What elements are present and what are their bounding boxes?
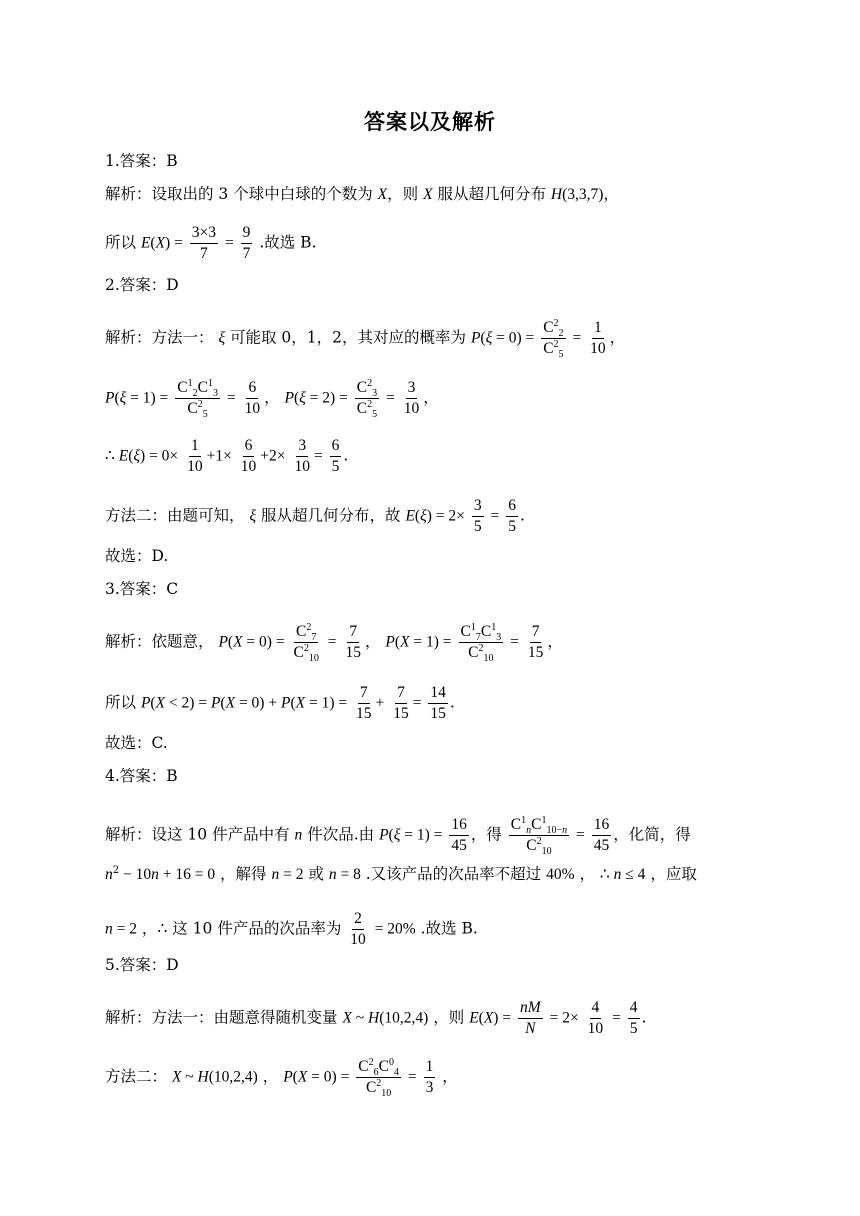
solution-4-line-2: $n^2 - 10n + 16 = 0$ ，解得 n = 2 或 n = 8 .又该产品的次品率不超过 40% ， ∴ n ≤ 4 ，应取 <box>105 864 697 883</box>
solution-2-conclusion: 故选：D. <box>105 547 169 565</box>
answer-4: 4.答案：B <box>105 767 178 785</box>
solution-2-method-2: 方法二：由题可知， ξ 服从超几何分布，故 E(ξ) = 2× $\frac{3}{5}$ = $\frac{6}{5}$ . <box>105 497 525 535</box>
solution-5-line-1: 解析：方法一：由题意得随机变量 X ~ H(10,2,4) ，则 E(X) = $\frac{nM}{N}$ = 2× $\frac{4}{10}$ = $\frac{4}{5}$ . <box>105 999 647 1037</box>
answer-5: 5.答案：D <box>105 956 179 974</box>
solution-2-line-3: ∴ E(ξ) = 0× $\frac{1}{10}$ +1× $\frac{6}{10}$ +2× $\frac{3}{10}$ = $\frac{6}{5}$ . <box>105 437 349 475</box>
solution-5-line-2: 方法二： X ~ H(10,2,4) ， P(X = 0) = $\frac{C^2_6C^0_4}{C^2_{10}}$ = $\frac{1}{3}$ ， <box>105 1056 458 1100</box>
solution-4-line-1: 解析：设这 10 件产品中有 n 件次品.由 P(ξ = 1) = $\frac{16}{45}$ ，得 $\frac{C^1_nC^1_{10-n}}{C^2_{10}}$ = $\frac{16}{45}$ ，化简，得 <box>105 814 691 858</box>
solution-3-line-1: 解析：依题意， P(X = 0) = $\frac{C^2_7}{C^2_{10}}$ = $\frac{7}{15}$ ， P(X = 1) = $\frac{C^1_7C^1_3}{C^2_{10}}$ = $\frac{7}{15}$ ， <box>105 621 563 665</box>
page-title: 答案以及解析 <box>364 110 496 134</box>
answer-3: 3.答案：C <box>105 580 179 598</box>
solution-4-line-3: n = 2 ，∴ 这 10 件产品的次品率为 $\frac{2}{10}$ = 20% .故选 B. <box>105 910 478 948</box>
solution-2-line-2: P(ξ = 1) = $\frac{C^1_2C^1_3}{C^2_5}$ = $\frac{6}{10}$ ， P(ξ = 2) = $\frac{C^2_3}{C^2_5}$ = $\frac{3}{10}$ ， <box>105 377 439 421</box>
solution-2-line-1: 解析：方法一： ξ 可能取 0，1，2，其对应的概率为 P(ξ = 0) = $\frac{C^2_2}{C^2_5}$ = $\frac{1}{10}$ ， <box>105 317 626 361</box>
answer-1: 1.答案：B <box>105 152 178 170</box>
solution-3-conclusion: 故选：C. <box>105 734 168 752</box>
solution-1-line-1: 解析：设取出的 3 个球中白球的个数为 X，则 X 服从超几何分布 H(3,3,7)， <box>105 185 619 203</box>
solution-1-line-2: 所以 E(X) = $\frac{3\times 3}{7}$ = $\frac{9}{7}$ .故选 B. <box>105 224 317 262</box>
answer-2: 2.答案：D <box>105 276 179 294</box>
solution-3-line-2: 所以 P(X < 2) = P(X = 0) + P(X = 1) = $\frac{7}{15}$ + $\frac{7}{15}$ = $\frac{14}{15}$ . <box>105 684 455 722</box>
